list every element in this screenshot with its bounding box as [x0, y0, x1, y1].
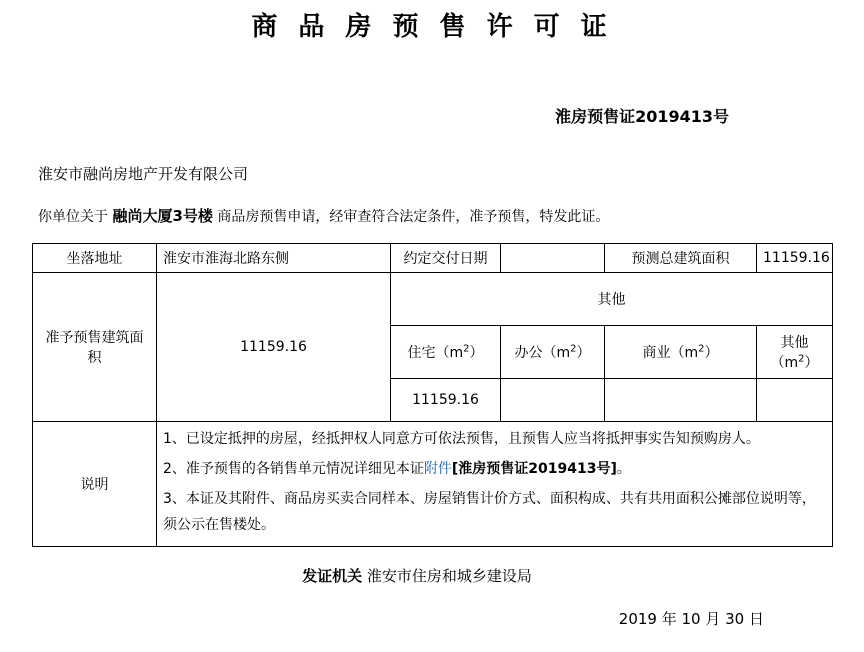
approval-statement: [0, 206, 864, 227]
table-row: [33, 422, 833, 547]
subheader-residential: [391, 326, 501, 379]
subheader-office-suffix: ）: [576, 345, 591, 361]
notes-content: [157, 422, 833, 547]
certificate-page: [0, 8, 864, 652]
subheader-residential-suffix: ）: [469, 345, 484, 361]
subheader-commercial: [605, 326, 757, 379]
issuer-label: 发证机关: [302, 567, 363, 585]
label-delivery-date: 约定交付日期: [391, 244, 501, 273]
note-3-text: 3、本证及其附件、商品房买卖合同样本、房屋销售计价方式、面积构成、共有共用面积公摊部位说明等，须公示在售楼处。: [163, 491, 816, 533]
value-delivery-date: [501, 244, 605, 273]
subheader-other-text: 其他（m: [770, 335, 809, 371]
subheader-office: [501, 326, 605, 379]
value-location: 淮安市淮海北路东侧: [157, 244, 391, 273]
value-presale-area: 11159.16: [157, 273, 391, 422]
subheader-office-unit: 2: [570, 343, 577, 355]
note-item: [163, 426, 826, 452]
subheader-other-suffix: ）: [804, 355, 819, 371]
certificate-number: 淮房预售证2019413号: [555, 107, 729, 126]
issuer-name: 淮安市住房和城乡建设局: [366, 567, 532, 585]
other-header: 其他: [391, 273, 833, 326]
statement-prefix: 你单位关于: [38, 209, 108, 225]
value-total-area: 11159.16: [757, 244, 833, 273]
attachment-link[interactable]: 附件: [423, 461, 452, 477]
issuing-authority: [0, 565, 864, 586]
subheader-commercial-suffix: ）: [704, 345, 719, 361]
subheader-commercial-unit: 2: [698, 343, 705, 355]
label-location: 坐落地址: [33, 244, 157, 273]
statement-suffix: 商品房预售申请，经审查符合法定条件，准予预售，特发此证。: [217, 209, 610, 225]
value-commercial: [605, 379, 757, 422]
subheader-commercial-text: 商业（m: [642, 345, 699, 361]
subheader-residential-text: 住宅（m: [407, 345, 464, 361]
note-item: [163, 456, 826, 482]
table-row: [33, 273, 833, 326]
label-total-area: 预测总建筑面积: [605, 244, 757, 273]
subheader-office-text: 办公（m: [514, 345, 571, 361]
table-row: [33, 244, 833, 273]
attachment-cert-number: [淮房预售证2019413号]: [451, 461, 617, 477]
subheader-other: [757, 326, 833, 379]
note-1-text: 1、已设定抵押的房屋，经抵押权人同意方可依法预售，且预售人应当将抵押事实告知预购房人。: [163, 431, 760, 447]
value-office: [501, 379, 605, 422]
note-item: [163, 486, 826, 538]
label-presale-area: 准予预售建筑面积: [33, 273, 157, 422]
subheader-other-unit: 2: [798, 353, 805, 365]
value-residential: 11159.16: [391, 379, 501, 422]
company-name: 淮安市融尚房地产开发有限公司: [38, 165, 249, 183]
issue-date: 2019 年 10 月 30 日: [618, 610, 764, 628]
value-other: [757, 379, 833, 422]
note-2-suffix: 。: [616, 461, 631, 477]
subheader-residential-unit: 2: [463, 343, 470, 355]
certificate-table: [32, 243, 833, 547]
label-notes: 说明: [33, 422, 157, 547]
page-title: 商 品 房 预 售 许 可 证: [251, 12, 613, 42]
note-2-text: 2、准予预售的各销售单元情况详细见本证: [163, 461, 424, 477]
statement-project: 融尚大厦3号楼: [112, 207, 213, 225]
